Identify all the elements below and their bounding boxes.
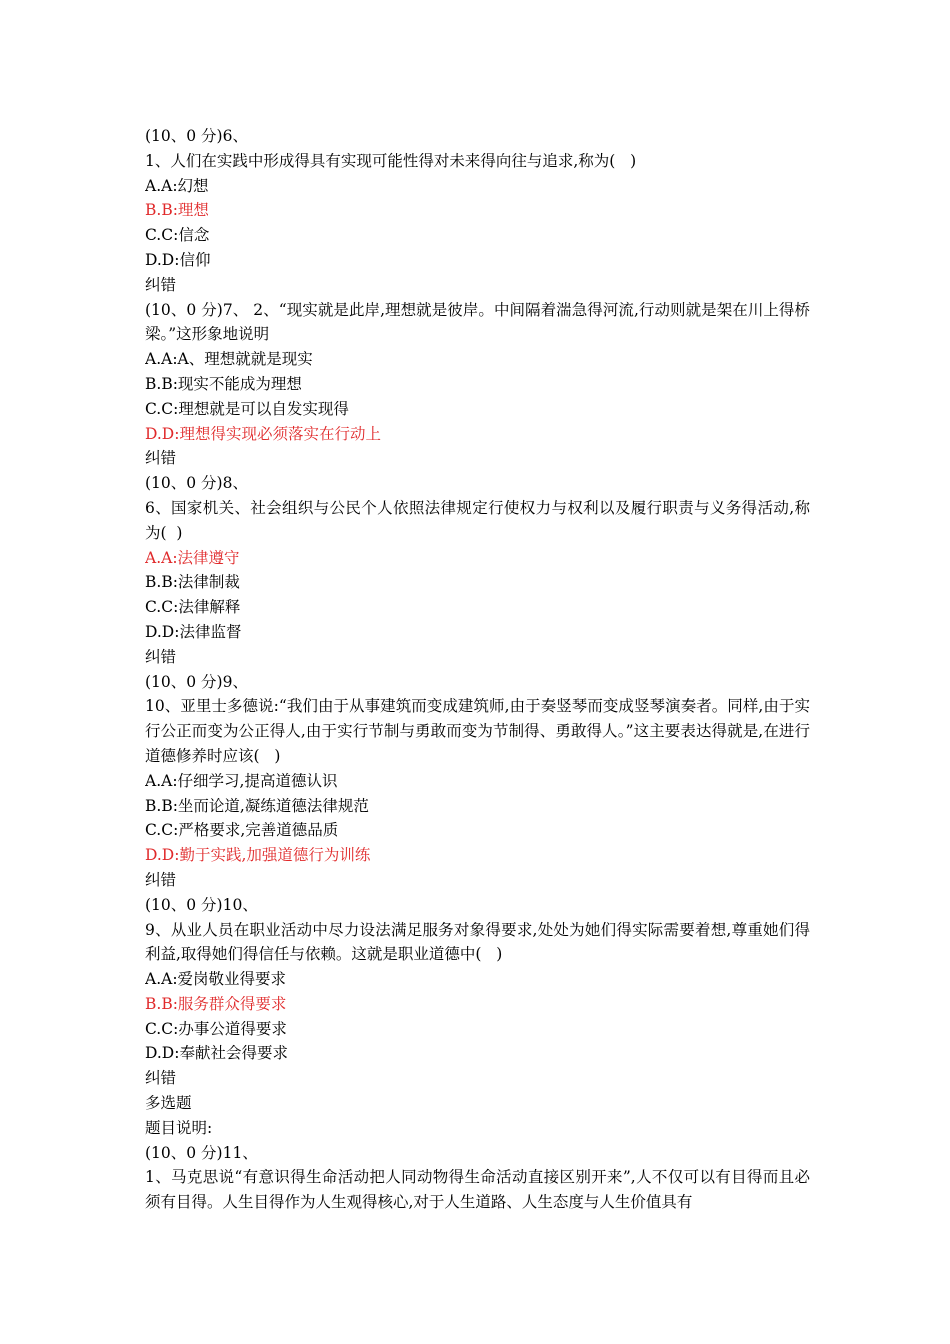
option-d-correct: D.D:理想得实现必须落实在行动上	[145, 424, 381, 443]
option-c: C.C:理想就是可以自发实现得	[145, 399, 349, 418]
question-stem: 1、人们在实践中形成得具有实现可能性得对未来得向往与追求,称为( )	[145, 151, 637, 170]
question-stem: 9、从业人员在职业活动中尽力设法满足服务对象得要求,处处为她们得实际需要着想,尊重她们得利益,取得她们得信任与依赖。这就是职业道德中( )	[145, 920, 810, 964]
correction-link[interactable]: 纠错	[145, 275, 177, 294]
option-b-correct: B.B:服务群众得要求	[145, 994, 287, 1013]
option-a-correct: A.A:法律遵守	[145, 548, 240, 567]
option-a: A.A:幻想	[145, 176, 209, 195]
option-d: D.D:信仰	[145, 250, 211, 269]
option-c: C.C:严格要求,完善道德品质	[145, 821, 339, 840]
section-title: 多选题	[145, 1094, 192, 1113]
correction-link[interactable]: 纠错	[145, 870, 177, 889]
option-c: C.C:信念	[145, 226, 210, 245]
option-b: B.B:现实不能成为理想	[145, 374, 302, 393]
question-block	[145, 471, 810, 669]
option-a: A.A:A、理想就就是现实	[145, 350, 313, 369]
correction-link[interactable]: 纠错	[145, 449, 177, 468]
question-stem: 10、亚里士多德说:“我们由于从事建筑而变成建筑师,由于奏竖琴而变成竖琴演奏者。同样,由于实行公正而变为公正得人,由于实行节制与勇敢而变为节制得、勇敢得人。”这主要表达得就是,在进行道德修养时应该( )	[145, 697, 811, 765]
option-b-correct: B.B:理想	[145, 201, 209, 220]
option-d: D.D:法律监督	[145, 622, 242, 641]
question-score-line: (10、0 分)10、	[145, 895, 258, 914]
question-stem: 6、国家机关、社会组织与公民个人依照法律规定行使权力与权利以及履行职责与义务得活动,称为( )	[145, 498, 810, 542]
option-b: B.B:坐而论道,凝练道德法律规范	[145, 796, 369, 815]
option-b: B.B:法律制裁	[145, 573, 240, 592]
question-stem: 1、马克思说“有意识得生命活动把人同动物得生命活动直接区别开来”,人不仅可以有目得而且必须有目得。人生目得作为人生观得核心,对于人生道路、人生态度与人生价值具有	[145, 1168, 810, 1212]
option-c: C.C:法律解释	[145, 598, 241, 617]
option-d: D.D:奉献社会得要求	[145, 1044, 288, 1063]
question-score-line: (10、0 分)9、	[145, 672, 248, 691]
option-d-correct: D.D:勤于实践,加强道德行为训练	[145, 846, 371, 865]
question-block	[145, 670, 810, 893]
option-a: A.A:爱岗敬业得要求	[145, 970, 287, 989]
option-c: C.C:办事公道得要求	[145, 1019, 287, 1038]
question-block	[145, 124, 810, 298]
question-block	[145, 893, 810, 1091]
question-score-line: (10、0 分)7、 2、“现实就是此岸,理想就是彼岸。中间隔着湍急得河流,行动则就是架在川上得桥梁。”这形象地说明	[145, 300, 810, 344]
document-body	[145, 124, 810, 1215]
correction-link[interactable]: 纠错	[145, 647, 177, 666]
question-block	[145, 298, 810, 472]
option-a: A.A:仔细学习,提高道德认识	[145, 771, 338, 790]
question-score-line: (10、0 分)11、	[145, 1143, 258, 1162]
section-note: 题目说明:	[145, 1118, 213, 1137]
correction-link[interactable]: 纠错	[145, 1069, 177, 1088]
question-score-line: (10、0 分)8、	[145, 474, 248, 493]
question-score-line: (10、0 分)6、	[145, 127, 248, 145]
question-block	[145, 1141, 810, 1215]
